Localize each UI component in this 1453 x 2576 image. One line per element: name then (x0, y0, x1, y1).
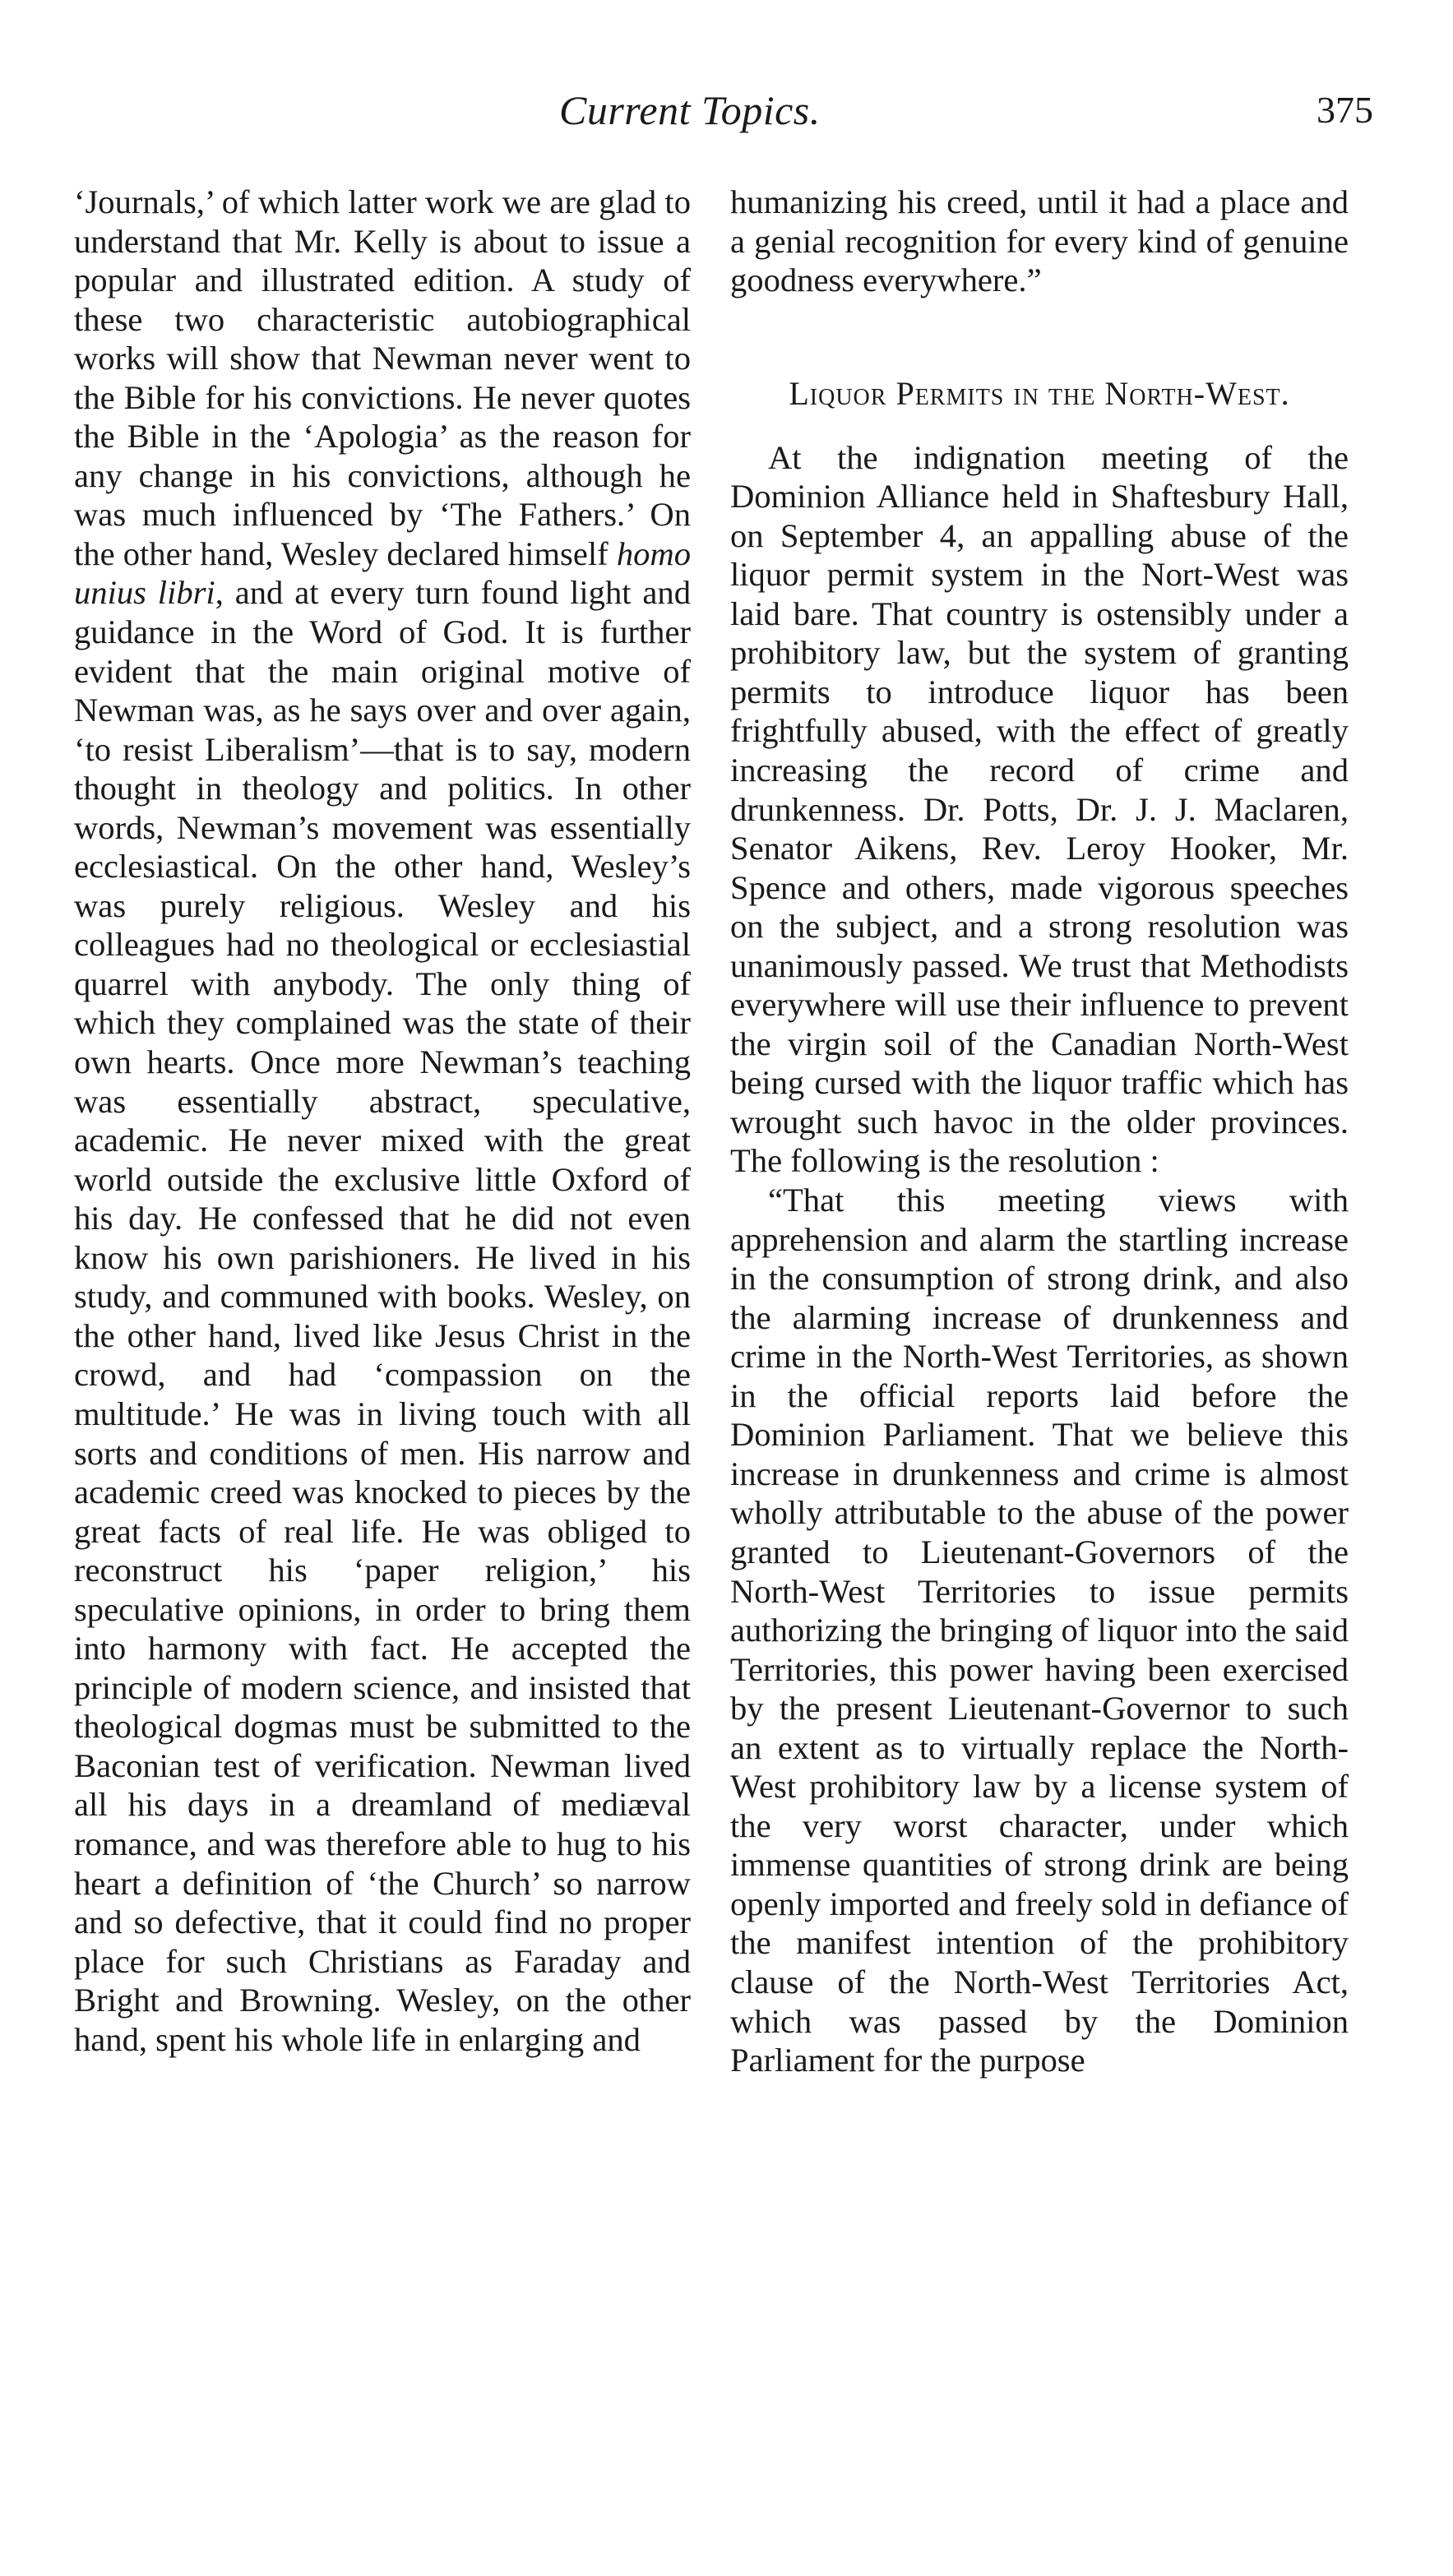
right-column (730, 183, 1349, 2080)
paragraph-newman-wesley (74, 183, 691, 2059)
paragraph-text-1: ‘Journals,’ of which latter work we are glad to understand that Mr. Kelly is about to issue a popular and illustrated edition. A study of these two characteristic autobiographical works will show that Newman never went to the Bible for his convictions. He never quotes the Bible in the ‘Apologia’ as the reason for any change in his convictions, although he was much influenced by ‘The Fathers.’ On the other hand, Wesley declared himself (74, 183, 691, 572)
paragraph-resolution: “That this meeting views with apprehension and alarm the startling increase in the consumption of strong drink, and also the alarming increase of drunkenness and crime in the North-West Territories, as shown in the official reports laid before the Dominion Parliament. That we believe this increase in drunkenness and crime is almost wholly attributable to the abuse of the power granted to Lieutenant-Governors of the North-West Territories to issue permits authorizing the bringing of liquor into the said Territories, this power having been exercised by the present Lieutenant-Governor to such an extent as to virtually replace the North-West prohibitory law by a license system of the very worst character, under which immense quantities of strong drink are being openly imported and freely sold in defiance of the manifest intention of the prohibitory clause of the North-West Territories Act, which was passed by the Dominion Parliament for the purpose (730, 1182, 1349, 2079)
left-column (74, 183, 691, 2059)
page-header (74, 86, 1373, 143)
paragraph-indignation-meeting: At the indignation meeting of the Dominion Alliance held in Shaftesbury Hall, on September 4, an appalling abuse of the liquor permit system in the Nort-West was laid bare. That country is ostensibly under a prohibitory law, but the system of granting permits to introduce liquor has been frightfully abused, with the effect of greatly increasing the record of crime and drunkenness. Dr. Potts, Dr. J. J. Maclaren, Senator Aikens, Rev. Leroy Hooker, Mr. Spence and others, made vigorous speeches on the subject, and a strong resolution was unanimously passed. We trust that Methodists everywhere will use their influence to prevent the virgin soil of the Canadian North-West being cursed with the liquor traffic which has wrought such havoc in the older provinces. The following is the resolution : (730, 438, 1349, 1180)
section-heading: Liquor Permits in the North-West. (789, 374, 1290, 412)
latin-phrase: homo unius libri (74, 534, 691, 612)
paragraph-text-1-cont: , and at every turn found light and guidance in the Word of God. It is further evident that the main original motive of Newman was, as he says over and over again, ‘to resist Liberalism’—that is to say, modern thought in theology and politics. In other words, Newman’s movement was essentially ecclesiastical. On the other hand, Wesley’s was purely religious. Wesley and his colleagues had no theological or ecclesiastial quarrel with anybody. The only thing of which they complained was the state of their own hearts. Once more Newman’s teaching was essentially abstract, speculative, academic. He never mixed with the great world outside the exclusive little Oxford of his day. He confessed that he did not even know his own parishioners. He lived in his study, and communed with books. Wesley, on the other hand, lived like Jesus Christ in the crowd, and had ‘compassion on the multitude.’ He was in living touch with all sorts and conditions of men. His narrow and academic creed was knocked to pieces by the great facts of real life. He was obliged to reconstruct his ‘paper religion,’ his speculative opinions, in order to bring them into harmony with fact. He accepted the principle of modern science, and insisted that theological dogmas must be submitted to the Baconian test of verification. Newman lived all his days in a dreamland of mediæval romance, and was therefore able to hug to his heart a definition of ‘the Church’ so narrow and so defective, that it could find no proper place for such Christians as Faraday and Bright and Browning. Wesley, on the other hand, spent his whole life in enlarging and (74, 574, 691, 2058)
running-head: Current Topics. (559, 87, 821, 133)
paragraph-continuation: humanizing his creed, until it had a place and a genial recognition for every kind of genuine goodness everywhere.” (730, 183, 1349, 299)
page-number: 375 (1316, 89, 1373, 131)
